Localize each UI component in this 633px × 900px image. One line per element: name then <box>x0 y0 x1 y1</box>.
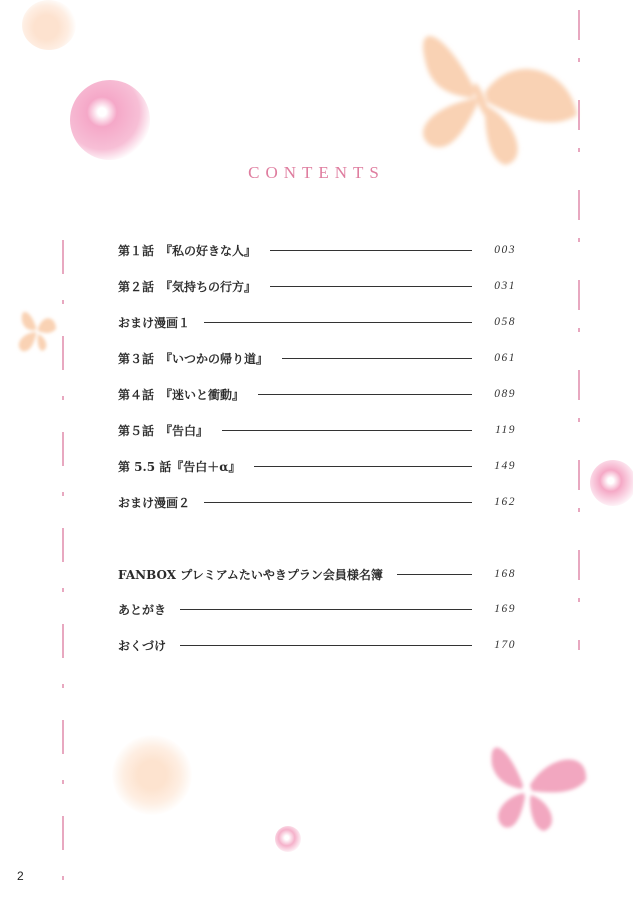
leader-line <box>222 430 472 431</box>
toc-entry[interactable] <box>118 490 516 514</box>
toc-entry-title: 第４話 『迷いと衝動』 <box>118 387 245 402</box>
toc-entry-page: 089 <box>494 388 516 400</box>
pink-butterfly-icon <box>478 735 593 835</box>
toc-entry[interactable] <box>118 454 516 478</box>
right-dashed-rule <box>578 10 580 650</box>
toc-entry[interactable] <box>118 238 516 262</box>
leader-line <box>204 502 472 503</box>
left-dashed-rule <box>62 240 64 900</box>
toc-entry-page: 119 <box>495 424 516 436</box>
toc-entry-title: あとがき <box>118 602 167 617</box>
leader-line <box>254 466 472 467</box>
toc-entry-page: 162 <box>494 496 516 508</box>
decorative-bokeh-pink-small <box>275 826 301 852</box>
toc-entry-title: おまけ漫画１ <box>118 315 191 330</box>
toc-entry[interactable] <box>118 597 516 621</box>
toc-entry-title: 第２話 『気持ちの行方』 <box>118 279 257 294</box>
toc-entry-page: 169 <box>494 603 516 615</box>
toc-entry-page: 168 <box>494 568 516 580</box>
toc-entry[interactable] <box>118 346 516 370</box>
toc-entry-page: 058 <box>494 316 516 328</box>
toc-entry-page: 170 <box>494 639 516 651</box>
small-butterfly-icon <box>12 305 60 355</box>
leader-line <box>270 286 472 287</box>
decorative-bokeh-peach <box>22 0 76 50</box>
toc-entry-title: FANBOX プレミアムたいやきプラン会員様名簿 <box>118 567 383 582</box>
toc-entry-page: 003 <box>494 244 516 256</box>
toc-entry-title: 第１話 『私の好きな人』 <box>118 243 257 258</box>
toc-entry-title: おくづけ <box>118 638 167 653</box>
toc-entry-page: 031 <box>494 280 516 292</box>
leader-line <box>180 645 472 646</box>
toc-entry[interactable] <box>118 418 516 442</box>
decorative-bokeh-pink-right <box>590 460 633 506</box>
leader-line <box>204 322 472 323</box>
leader-line <box>258 394 472 395</box>
leader-line <box>180 609 472 610</box>
toc-entry-page: 149 <box>494 460 516 472</box>
leader-line <box>270 250 472 251</box>
page-title: CONTENTS <box>248 163 385 182</box>
leader-line <box>282 358 472 359</box>
leader-line <box>397 574 472 575</box>
toc-entry-title: おまけ漫画２ <box>118 495 191 510</box>
page-number: 2 <box>17 869 24 883</box>
toc-entry-page: 061 <box>494 352 516 364</box>
toc-entry-title: 第３話 『いつかの帰り道』 <box>118 351 269 366</box>
toc-entry[interactable] <box>118 382 516 406</box>
toc-entry[interactable] <box>118 633 516 657</box>
decorative-bokeh-pink <box>70 80 150 160</box>
toc-entry[interactable] <box>118 310 516 334</box>
toc-entry-title: 第５話 『告白』 <box>118 423 209 438</box>
toc-entry-title: 第 5.5 話『告白＋α』 <box>118 459 241 474</box>
decorative-bokeh-peach-bottom <box>112 735 192 815</box>
toc-entry[interactable] <box>118 562 516 586</box>
toc-entry[interactable] <box>118 274 516 298</box>
butterfly-icon <box>405 20 585 170</box>
